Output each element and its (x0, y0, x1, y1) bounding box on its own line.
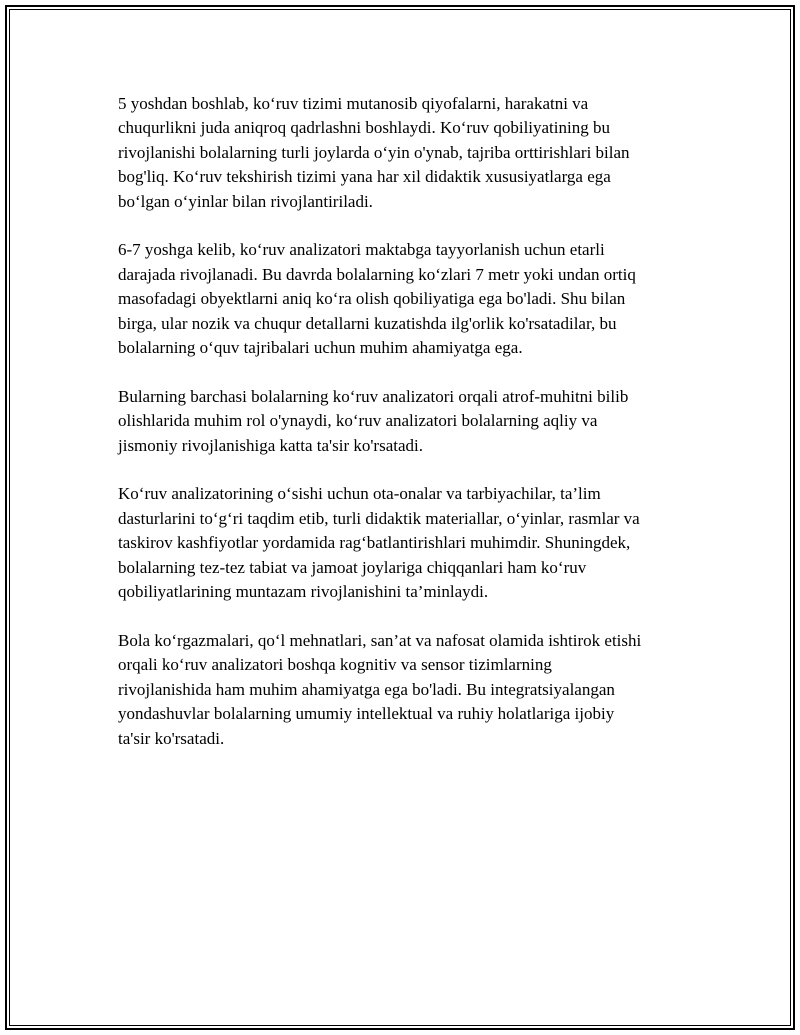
paragraph-2 (118, 238, 698, 360)
paragraph-line: qobiliyatlarining muntazam rivojlanishini ta’minlaydi. (118, 582, 489, 602)
paragraph-line: bolalarning o‘quv tajribalari uchun muhim ahamiyatga ega. (118, 338, 523, 358)
paragraph-line: dasturlarini to‘g‘ri taqdim etib, turli didaktik materiallar, o‘yinlar, rasmlar va (118, 508, 640, 528)
paragraph-line: jismoniy rivojlanishiga katta ta'sir ko'rsatadi. (118, 435, 423, 455)
paragraph-line: taskirov kashfiyotlar yordamida rag‘batlantirishlari muhimdir. Shuningdek, (118, 533, 631, 553)
paragraph-3 (118, 385, 698, 458)
paragraph-line: Bularning barchasi bolalarning ko‘ruv analizatori orqali atrof-muhitni bilib (118, 386, 629, 406)
paragraph-line: masofadagi obyektlarni aniq ko‘ra olish qobiliyatiga ega bo'ladi. Shu bilan (118, 289, 626, 309)
document-body (118, 92, 698, 775)
paragraph-line: darajada rivojlanadi. Bu davrda bolalarning ko‘zlari 7 metr yoki undan ortiq (118, 264, 636, 284)
paragraph-line: yondashuvlar bolalarning umumiy intellektual va ruhiy holatlariga ijobiy (118, 704, 615, 724)
paragraph-line: olishlarida muhim rol o'ynaydi, ko‘ruv analizatori bolalarning aqliy va (118, 411, 598, 431)
paragraph-line: orqali ko‘ruv analizatori boshqa kognitiv va sensor tizimlarning (118, 655, 552, 675)
paragraph-line: Bola ko‘rgazmalari, qo‘l mehnatlari, san’at va nafosat olamida ishtirok etishi (118, 630, 642, 650)
paragraph-line: bog'liq. Ko‘ruv tekshirish tizimi yana har xil didaktik xususiyatlarga ega (118, 167, 611, 187)
paragraph-line: 6-7 yoshga kelib, ko‘ruv analizatori maktabga tayyorlanish uchun etarli (118, 240, 605, 260)
paragraph-line: rivojlanishida ham muhim ahamiyatga ega bo'ladi. Bu integratsiyalangan (118, 679, 615, 699)
paragraph-4 (118, 482, 698, 604)
paragraph-line: bo‘lgan o‘yinlar bilan rivojlantiriladi. (118, 191, 373, 211)
paragraph-5 (118, 629, 698, 751)
paragraph-line: bolalarning tez-tez tabiat va jamoat joylariga chiqqanlari ham ko‘ruv (118, 557, 587, 577)
paragraph-1 (118, 92, 698, 214)
paragraph-line: 5 yoshdan boshlab, ko‘ruv tizimi mutanosib qiyofalarni, harakatni va (118, 94, 589, 113)
paragraph-line: Ko‘ruv analizatorining o‘sishi uchun ota-onalar va tarbiyachilar, ta’lim (118, 484, 601, 504)
paragraph-line: chuqurlikni juda aniqroq qadrlashni boshlaydi. Ko‘ruv qobiliyatining bu (118, 118, 610, 138)
paragraph-line: birga, ular nozik va chuqur detallarni kuzatishda ilg'orlik ko'rsatadilar, bu (118, 313, 617, 333)
paragraph-line: ta'sir ko'rsatadi. (118, 728, 225, 748)
paragraph-line: rivojlanishi bolalarning turli joylarda o‘yin o'ynab, tajriba orttirishlari bilan (118, 142, 630, 162)
